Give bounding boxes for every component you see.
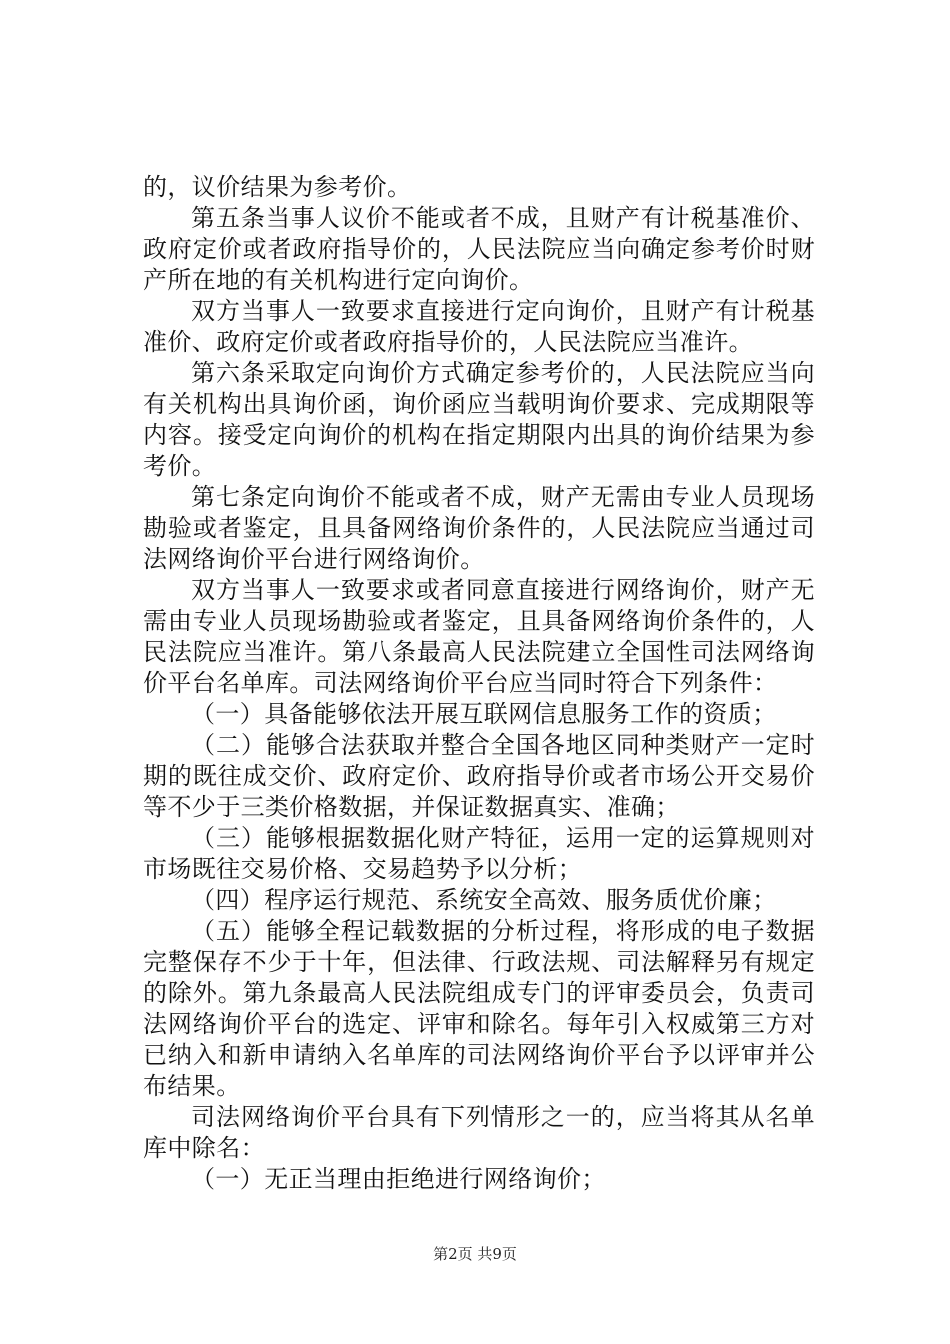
paragraph-removal: 司法网络询价平台具有下列情形之一的，应当将其从名单库中除名：	[143, 1103, 815, 1162]
list-item-removal-1: （一）无正当理由拒绝进行网络询价；	[191, 1165, 606, 1193]
paragraph-continuation: 的，议价结果为参考价。	[143, 173, 412, 201]
paragraph-article-7: 第七条定向询价不能或者不成，财产无需由专业人员现场勘验或者鉴定，且具备网络询价条件的，人民法院应当通过司法网络询价平台进行网络询价。	[143, 483, 815, 573]
list-item-condition-1: （一）具备能够依法开展互联网信息服务工作的资质；	[191, 700, 777, 728]
paragraph-parties-directed-inquiry: 双方当事人一致要求直接进行定向询价，且财产有计税基准价、政府定价或者政府指导价的，人民法院应当准许。	[143, 297, 815, 356]
list-item-condition-3: （三）能够根据数据化财产特征，运用一定的运算规则对市场既往交易价格、交易趋势予以分析；	[143, 824, 815, 883]
list-item-condition-4: （四）程序运行规范、系统安全高效、服务质优价廉；	[191, 886, 777, 914]
list-item-condition-2: （二）能够合法获取并整合全国各地区同种类财产一定时期的既往成交价、政府定价、政府指导价或者市场公开交易价等不少于三类价格数据，并保证数据真实、准确；	[143, 731, 815, 821]
paragraph-article-8: 双方当事人一致要求或者同意直接进行网络询价，财产无需由专业人员现场勘验或者鉴定，且具备网络询价条件的，人民法院应当准许。第八条最高人民法院建立全国性司法网络询价平台名单库。司法网络询价平台应当同时符合下列条件：	[143, 576, 815, 697]
paragraph-article-6: 第六条采取定向询价方式确定参考价的，人民法院应当向有关机构出具询价函，询价函应当载明询价要求、完成期限等内容。接受定向询价的机构在指定期限内出具的询价结果为参考价。	[143, 359, 815, 480]
list-item-condition-5: （五）能够全程记载数据的分析过程，将形成的电子数据完整保存不少于十年，但法律、行政法规、司法解释另有规定的除外。第九条最高人民法院组成专门的评审委员会，负责司法网络询价平台的选定、评审和除名。每年引入权威第三方对已纳入和新申请纳入名单库的司法网络询价平台予以评审并公布结果。	[143, 917, 815, 1100]
paragraph-article-5: 第五条当事人议价不能或者不成，且财产有计税基准价、政府定价或者政府指导价的，人民法院应当向确定参考价时财产所在地的有关机构进行定向询价。	[143, 204, 815, 294]
document-body	[143, 172, 815, 1195]
page-footer: 第2页 共9页	[433, 1245, 517, 1263]
